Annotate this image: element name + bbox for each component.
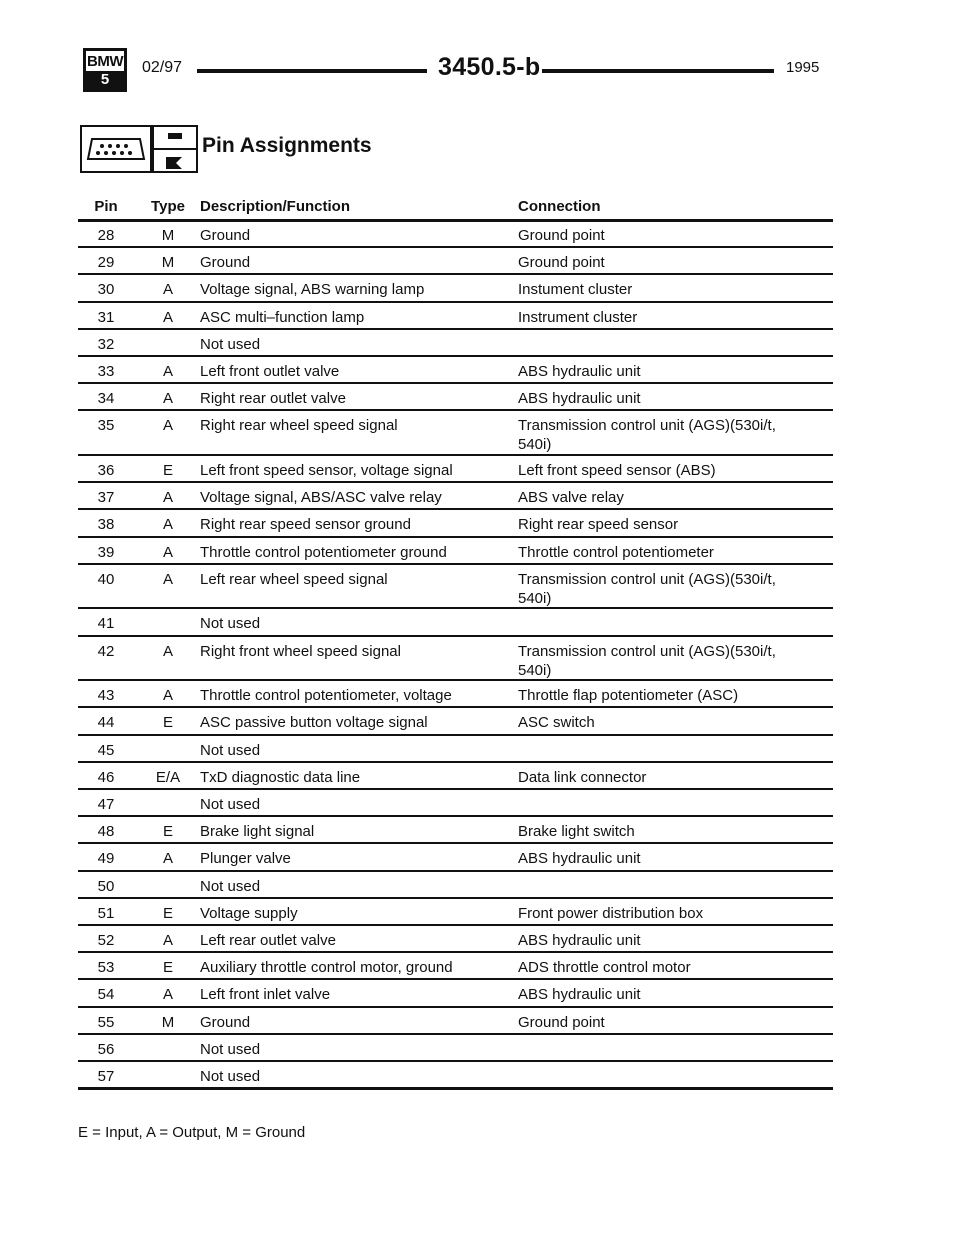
table-row [0, 795, 960, 822]
pin-description: Ground [200, 1013, 251, 1031]
row-divider [78, 788, 833, 790]
table-row [0, 1040, 960, 1067]
table-row [0, 280, 960, 307]
pin-type: A [162, 687, 173, 705]
row-divider [78, 842, 833, 844]
pin-description: Not used [200, 877, 261, 895]
table-row [0, 362, 960, 389]
table-row [0, 713, 960, 740]
pin-connection: ABS hydraulic unit [518, 363, 641, 380]
row-divider [78, 924, 833, 926]
bmw-logo [83, 48, 127, 92]
pin-number: 53 [97, 959, 115, 977]
pin-number: 55 [97, 1013, 115, 1031]
header-rule-right [542, 69, 774, 73]
row-divider [78, 761, 833, 763]
pin-number: 43 [97, 687, 115, 705]
pin-description: Not used [200, 1040, 261, 1058]
header-description: Description/Function [200, 198, 350, 215]
pin-connection: ABS hydraulic unit [518, 390, 641, 408]
pin-connection: 540i) [518, 436, 552, 454]
pin-description: Not used [200, 615, 261, 633]
pin-number: 38 [97, 516, 115, 534]
pin-connection: Front power distribution box [518, 904, 704, 922]
pin-connection: Transmission control unit (AGS)(530i/t, [518, 642, 776, 660]
pin-number: 50 [97, 877, 115, 895]
pin-number: 49 [97, 850, 115, 868]
pin-description: Left front speed sensor, voltage signal [200, 462, 453, 479]
table-row [0, 389, 960, 416]
row-divider [78, 1087, 833, 1090]
table-row [0, 543, 960, 570]
table-row [0, 931, 960, 958]
header-rule [78, 219, 833, 222]
connector-icon [80, 125, 152, 173]
pin-type: A [162, 308, 173, 326]
pin-connection: ADS throttle control motor [518, 959, 691, 977]
pin-type: A [162, 543, 173, 561]
pin-description: Not used [200, 741, 261, 759]
pin-description: Voltage signal, ABS warning lamp [200, 281, 425, 299]
pin-connection: Left front speed sensor (ABS) [518, 462, 716, 479]
pin-number: 37 [97, 489, 115, 507]
pin-type: A [162, 986, 173, 1004]
pin-description: Left front inlet valve [200, 986, 331, 1004]
pin-number: 54 [97, 986, 115, 1004]
pin-number: 33 [97, 363, 115, 380]
row-divider [78, 978, 833, 980]
pin-type: A [162, 417, 173, 435]
pin-number: 36 [97, 462, 115, 479]
table-row [0, 488, 960, 515]
table-row [0, 822, 960, 849]
row-divider [78, 563, 833, 565]
pin-description: TxD diagnostic data line [200, 768, 361, 786]
row-divider [78, 951, 833, 953]
pin-type: A [162, 489, 173, 507]
pin-number: 42 [97, 642, 115, 660]
table-row [0, 768, 960, 795]
table-row [0, 849, 960, 876]
pin-description: Ground [200, 254, 251, 272]
pin-type: M [161, 254, 175, 272]
row-divider [78, 679, 833, 681]
row-divider [78, 815, 833, 817]
pin-connection: Throttle flap potentiometer (ASC) [518, 687, 739, 705]
table-row [0, 308, 960, 335]
pin-description: Ground [200, 227, 251, 244]
pin-number: 46 [97, 768, 115, 786]
pin-type: A [162, 932, 173, 949]
pin-type: A [162, 281, 173, 299]
legend: E = Input, A = Output, M = Ground [78, 1124, 306, 1141]
header-connection: Connection [518, 198, 601, 215]
pin-number: 32 [97, 335, 115, 353]
pin-number: 48 [97, 823, 115, 841]
pin-description: Not used [200, 1068, 261, 1085]
pin-connection: Data link connector [518, 768, 647, 786]
pin-connection: 540i) [518, 589, 552, 607]
pin-type: E [162, 904, 173, 922]
row-divider [78, 1060, 833, 1062]
table-row [0, 614, 960, 641]
pin-description: Voltage signal, ABS/ASC valve relay [200, 489, 442, 507]
table-row [0, 461, 960, 488]
header-date: 02/97 [142, 59, 183, 76]
row-divider [78, 635, 833, 637]
pin-connection: Ground point [518, 1013, 605, 1031]
row-divider [78, 508, 833, 510]
pin-number: 34 [97, 390, 115, 408]
pin-type: A [162, 390, 173, 408]
row-divider [78, 536, 833, 538]
table-row [0, 985, 960, 1012]
pin-connection: 540i) [518, 661, 552, 679]
pin-type: E [162, 959, 173, 977]
pin-assignment-icon [152, 125, 198, 173]
pin-description: Left rear wheel speed signal [200, 570, 388, 588]
row-divider [78, 328, 833, 330]
pin-number: 39 [97, 543, 115, 561]
table-row [0, 515, 960, 542]
pin-type: A [162, 516, 173, 534]
pin-description: Right rear wheel speed signal [200, 417, 398, 435]
pin-connection: Throttle control potentiometer [518, 543, 714, 561]
row-divider [78, 273, 833, 275]
pin-description: Auxiliary throttle control motor, ground [200, 959, 453, 977]
table-row [0, 877, 960, 904]
table-row [0, 335, 960, 362]
document-number: 3450.5-b [438, 53, 541, 81]
pin-connection: Instument cluster [518, 281, 633, 299]
table-row [0, 253, 960, 280]
table-row [0, 226, 960, 253]
pin-description: Voltage supply [200, 904, 298, 922]
row-divider [78, 870, 833, 872]
row-divider [78, 1033, 833, 1035]
pin-connection: ABS valve relay [518, 489, 624, 507]
pin-number: 57 [97, 1068, 115, 1085]
table-row [0, 741, 960, 768]
pin-description: Throttle control potentiometer, voltage [200, 687, 452, 705]
pin-number: 30 [97, 281, 115, 299]
pin-description: ASC passive button voltage signal [200, 714, 428, 732]
pin-type: E [162, 462, 173, 479]
pin-description: ASC multi–function lamp [200, 308, 365, 326]
pin-description: Throttle control potentiometer ground [200, 543, 447, 561]
pin-type: A [162, 642, 173, 660]
pin-number: 44 [97, 714, 115, 732]
pin-description: Right rear speed sensor ground [200, 516, 411, 534]
pin-number: 41 [97, 615, 115, 633]
section-title: Pin Assignments [202, 134, 372, 157]
logo-brand: BMW [87, 53, 123, 70]
pin-number: 29 [97, 254, 115, 272]
header-type: Type [151, 198, 185, 215]
row-divider [78, 454, 833, 456]
pin-type: A [162, 363, 173, 380]
pin-connection: ASC switch [518, 714, 595, 732]
header-rule-left [197, 69, 427, 73]
pin-connection: ABS hydraulic unit [518, 850, 641, 868]
row-divider [78, 481, 833, 483]
table-row [0, 904, 960, 931]
pin-type: E/A [155, 768, 181, 786]
row-divider [78, 1006, 833, 1008]
pin-number: 45 [97, 741, 115, 759]
pin-number: 52 [97, 932, 115, 949]
pin-description: Right front wheel speed signal [200, 642, 401, 660]
pin-connection: Ground point [518, 254, 605, 272]
table-row [0, 958, 960, 985]
pin-type: M [161, 1013, 175, 1031]
row-divider [78, 246, 833, 248]
pin-connection: Brake light switch [518, 823, 635, 841]
pin-number: 31 [97, 308, 115, 326]
row-divider [78, 409, 833, 411]
pin-number: 35 [97, 417, 115, 435]
pin-connection: Ground point [518, 227, 605, 244]
pin-description: Plunger valve [200, 850, 291, 868]
row-divider [78, 897, 833, 899]
pin-type: A [162, 570, 173, 588]
table-row [0, 1013, 960, 1040]
table-row [0, 686, 960, 713]
logo-series: 5 [86, 71, 124, 89]
pin-type: E [162, 823, 173, 841]
pin-connection: Instrument cluster [518, 308, 638, 326]
pin-connection: ABS hydraulic unit [518, 986, 641, 1004]
row-divider [78, 706, 833, 708]
row-divider [78, 734, 833, 736]
row-divider [78, 301, 833, 303]
row-divider [78, 382, 833, 384]
pin-number: 51 [97, 904, 115, 922]
pin-type: M [161, 227, 175, 244]
pin-description: Brake light signal [200, 823, 315, 841]
pin-description: Left rear outlet valve [200, 932, 336, 949]
row-divider [78, 355, 833, 357]
pin-type: A [162, 850, 173, 868]
pin-number: 40 [97, 570, 115, 588]
pin-description: Right rear outlet valve [200, 390, 346, 408]
pin-connection: ABS hydraulic unit [518, 932, 641, 949]
pin-description: Not used [200, 796, 261, 813]
pin-number: 28 [97, 227, 115, 244]
pin-type: E [162, 714, 173, 732]
pin-connection: Right rear speed sensor [518, 516, 679, 534]
pin-description: Left front outlet valve [200, 363, 340, 380]
pin-connection: Transmission control unit (AGS)(530i/t, [518, 570, 776, 588]
pin-number: 47 [97, 796, 115, 813]
row-divider [78, 607, 833, 609]
pin-description: Not used [200, 335, 261, 353]
table-header [0, 198, 960, 218]
pin-connection: Transmission control unit (AGS)(530i/t, [518, 417, 776, 435]
header-pin: Pin [94, 198, 118, 215]
header-year: 1995 [786, 59, 820, 76]
pin-number: 56 [97, 1040, 115, 1058]
